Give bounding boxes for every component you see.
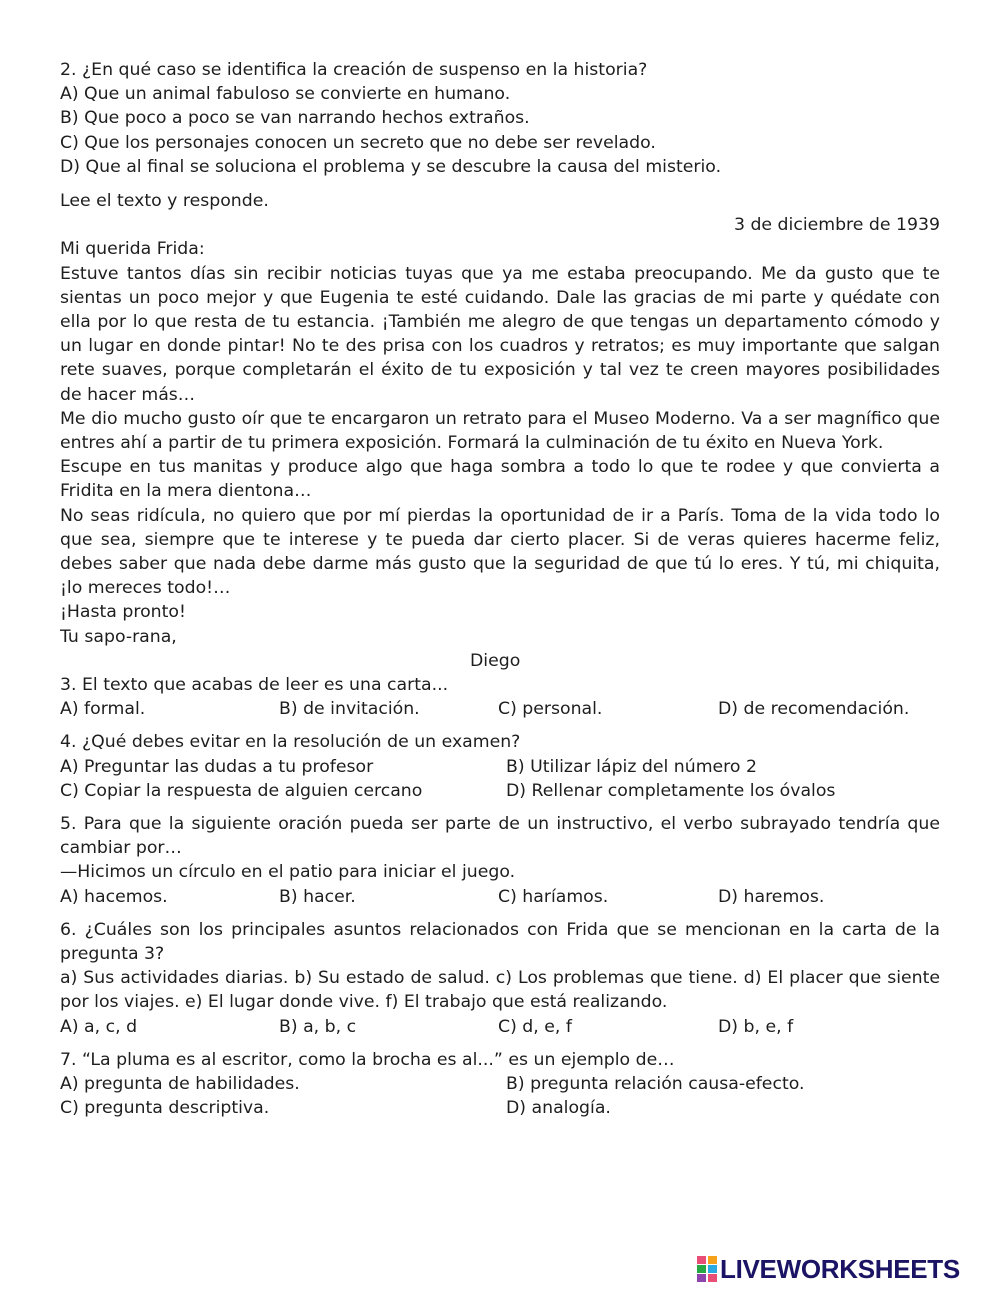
letter-signature: Diego — [470, 650, 521, 671]
option-b: B) Utilizar lápiz del número 2 — [506, 756, 757, 777]
letter-paragraph: Me dio mucho gusto oír que te encargaron un retrato para el Museo Moderno. Va a ser magnífico que entres ahí a partir de tu primera exposición. Formará la culminación de tu éxito en Nueva York. — [60, 408, 940, 454]
question-text: 4. ¿Qué debes evitar en la resolución de un examen? — [60, 732, 521, 753]
letter — [60, 189, 940, 673]
options-row — [60, 1015, 940, 1039]
option-d: D) haremos. — [718, 886, 825, 907]
letter-paragraph: Estuve tantos días sin recibir noticias tuyas que ya me estaba preocupando. Me da gusto que te sientas un poco mejor y que Eugenia te esté cuidando. Dale las gracias de mi parte y quédate con ella por lo que resta de tu estancia. ¡También me alegro de que tengas un departamento cómodo y un lugar en donde pintar! No te des prisa con los cuadros y retratos; es muy importante que salgan rete suaves, porque completarán el éxito de tu exposición y tal vez te creen mayores posibilidades de hacer más… — [60, 263, 940, 405]
option-a: A) hacemos. — [60, 886, 168, 907]
letter-greeting: Mi querida Frida: — [60, 239, 205, 260]
option-a: A) formal. — [60, 699, 146, 720]
question-5 — [60, 812, 940, 909]
option-d: D) Rellenar completamente los óvalos — [506, 780, 836, 801]
instruction: Lee el texto y responde. — [60, 191, 269, 212]
option-a: A) pregunta de habilidades. — [60, 1074, 300, 1095]
option-c: C) Copiar la respuesta de alguien cercano — [60, 780, 423, 801]
letter-closing: ¡Hasta pronto! — [60, 602, 186, 623]
option-c: C) pregunta descriptiva. — [60, 1098, 270, 1119]
option-b: B) a, b, c — [279, 1016, 357, 1037]
option-b: B) pregunta relación causa-efecto. — [506, 1074, 805, 1095]
question-text: 3. El texto que acabas de leer es una carta... — [60, 675, 449, 696]
options-row — [60, 779, 940, 803]
letter-paragraph: Escupe en tus manitas y produce algo que haga sombra a todo lo que te rodee y que convierta a Fridita en la mera dientona… — [60, 457, 940, 502]
option-d: D) de recomendación. — [718, 699, 910, 720]
option-d: D) Que al final se soluciona el problema y se descubre la causa del misterio. — [60, 156, 722, 177]
option-c: C) haríamos. — [498, 886, 609, 907]
option-c: C) Que los personajes conocen un secreto que no debe ser revelado. — [60, 132, 656, 153]
question-2 — [60, 58, 940, 179]
worksheet — [60, 58, 940, 1120]
option-c: C) personal. — [498, 699, 603, 720]
option-b: B) hacer. — [279, 886, 356, 907]
option-a: A) Que un animal fabuloso se convierte en humano. — [60, 84, 511, 105]
option-b: B) Que poco a poco se van narrando hechos extraños. — [60, 108, 530, 129]
option-c: C) d, e, f — [498, 1016, 572, 1037]
options-row — [60, 885, 940, 909]
question-3 — [60, 673, 940, 721]
question-text: 2. ¿En qué caso se identifica la creación de suspenso en la historia? — [60, 60, 648, 80]
question-7 — [60, 1048, 940, 1121]
options-row — [60, 755, 940, 779]
option-d: D) b, e, f — [718, 1016, 794, 1037]
letter-signoff: Tu sapo-rana, — [60, 626, 177, 647]
question-text: 5. Para que la siguiente oración pueda ser parte de un instructivo, el verbo subrayado tendría que cambiar por… — [60, 814, 940, 859]
letter-paragraph: No seas ridícula, no quiero que por mí pierdas la oportunidad de ir a París. Toma de la vida todo lo que sea, siempre que te interese y te pueda dar cierto placer. Si de veras quieres hacerme feliz, debes saber que nada debe darme más gusto que la seguridad de que tú lo eres. Y tú, mi chiquita, ¡lo mereces todo!… — [60, 505, 940, 599]
question-4 — [60, 730, 940, 803]
liveworksheets-logo-icon — [697, 1256, 717, 1282]
options-row — [60, 1072, 940, 1096]
question-text: 7. “La pluma es al escritor, como la brocha es al...” es un ejemplo de… — [60, 1049, 675, 1070]
option-d: D) analogía. — [506, 1098, 611, 1119]
question-6 — [60, 918, 940, 1039]
letter-date: 3 de diciembre de 1939 — [733, 215, 940, 236]
options-row — [60, 1096, 940, 1120]
example-sentence: —Hicimos un círculo en el patio para iniciar el juego. — [60, 862, 516, 883]
option-b: B) de invitación. — [279, 699, 420, 720]
brand-name: LIVEWORKSHEETS — [720, 1253, 960, 1284]
option-a: A) a, c, d — [60, 1016, 138, 1037]
question-text: 6. ¿Cuáles son los principales asuntos relacionados con Frida que se mencionan en la carta de la pregunta 3? — [60, 919, 940, 965]
item-list: a) Sus actividades diarias. b) Su estado de salud. c) Los problemas que tiene. d) El placer que siente por los viajes. e) El lugar donde vive. f) El trabajo que está realizando. — [60, 968, 940, 1013]
options-row — [60, 697, 940, 721]
option-a: A) Preguntar las dudas a tu profesor — [60, 756, 374, 777]
liveworksheets-logo[interactable] — [697, 1255, 960, 1283]
